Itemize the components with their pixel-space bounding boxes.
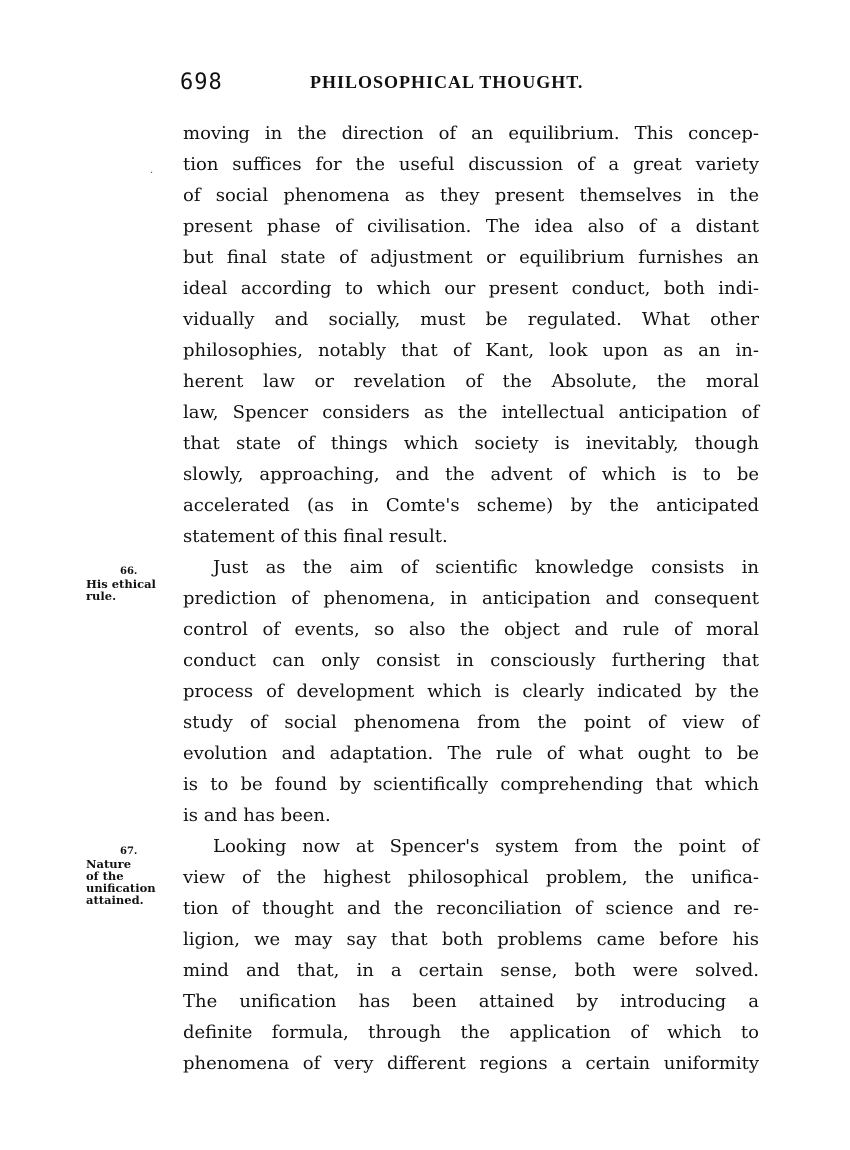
text-line: accelerated (as in Comte's scheme) by the anticipated bbox=[183, 495, 759, 516]
text-line: herent law or revelation of the Absolute, the moral bbox=[183, 371, 759, 392]
text-line: ideal according to which our present conduct, both indi- bbox=[183, 278, 759, 299]
text-line: moving in the direction of an equilibrium. This concep- bbox=[183, 123, 759, 144]
paragraph bbox=[183, 831, 759, 1079]
margin-note-line: of the bbox=[86, 869, 124, 883]
text-line: prediction of phenomena, in anticipation and consequent bbox=[183, 588, 759, 609]
margin-note-line: unification bbox=[86, 881, 156, 895]
page-number: 698 bbox=[180, 70, 223, 95]
paragraph bbox=[183, 118, 759, 552]
margin-note-line: Nature bbox=[86, 857, 132, 871]
text-line: view of the highest philosophical problem, the unifica- bbox=[183, 867, 759, 888]
text-line: that state of things which society is inevitably, though bbox=[183, 433, 759, 454]
margin-note-line: attained. bbox=[86, 893, 144, 907]
text-line: is to be found by scientifically comprehending that which bbox=[183, 774, 759, 795]
text-line: vidually and socially, must be regulated. What other bbox=[183, 309, 759, 330]
body-text bbox=[183, 118, 759, 1079]
page-header bbox=[180, 70, 760, 100]
text-line: control of events, so also the object and rule of moral bbox=[183, 619, 759, 640]
text-line: mind and that, in a certain sense, both were solved. bbox=[183, 960, 759, 981]
text-line: ligion, we may say that both problems came before his bbox=[183, 929, 759, 950]
text-line: definite formula, through the application of which to bbox=[183, 1022, 759, 1043]
text-line: Looking now at Spencer's system from the point of bbox=[213, 836, 759, 857]
text-line: process of development which is clearly indicated by the bbox=[183, 681, 759, 702]
stray-dot-mark: · bbox=[150, 168, 154, 179]
text-line: of social phenomena as they present themselves in the bbox=[183, 185, 759, 206]
text-line: phenomena of very different regions a certain uniformity bbox=[183, 1053, 759, 1074]
text-line: The unification has been attained by introducing a bbox=[183, 991, 759, 1012]
text-line: law, Spencer considers as the intellectual anticipation of bbox=[183, 402, 759, 423]
text-line: evolution and adaptation. The rule of what ought to be bbox=[183, 743, 759, 764]
text-line: tion suffices for the useful discussion of a great variety bbox=[183, 154, 759, 175]
text-line: present phase of civilisation. The idea also of a distant bbox=[183, 216, 759, 237]
text-line: study of social phenomena from the point of view of bbox=[183, 712, 759, 733]
text-line: but final state of adjustment or equilibrium furnishes an bbox=[183, 247, 759, 268]
margin-note-number: 67. bbox=[120, 846, 138, 857]
running-title: PHILOSOPHICAL THOUGHT. bbox=[310, 72, 584, 92]
text-line: statement of this final result. bbox=[183, 526, 448, 547]
text-line: philosophies, notably that of Kant, look upon as an in- bbox=[183, 340, 759, 361]
margin-note bbox=[86, 566, 178, 602]
margin-note-line: His ethical bbox=[86, 577, 156, 591]
text-line: Just as the aim of scientific knowledge consists in bbox=[213, 557, 759, 578]
margin-note bbox=[86, 846, 178, 906]
text-line: conduct can only consist in consciously furthering that bbox=[183, 650, 759, 671]
margin-note-line: rule. bbox=[86, 589, 117, 603]
paragraph bbox=[183, 552, 759, 831]
text-line: slowly, approaching, and the advent of which is to be bbox=[183, 464, 759, 485]
margin-note-number: 66. bbox=[120, 566, 138, 577]
text-line: tion of thought and the reconciliation of science and re- bbox=[183, 898, 759, 919]
text-line: is and has been. bbox=[183, 805, 331, 826]
